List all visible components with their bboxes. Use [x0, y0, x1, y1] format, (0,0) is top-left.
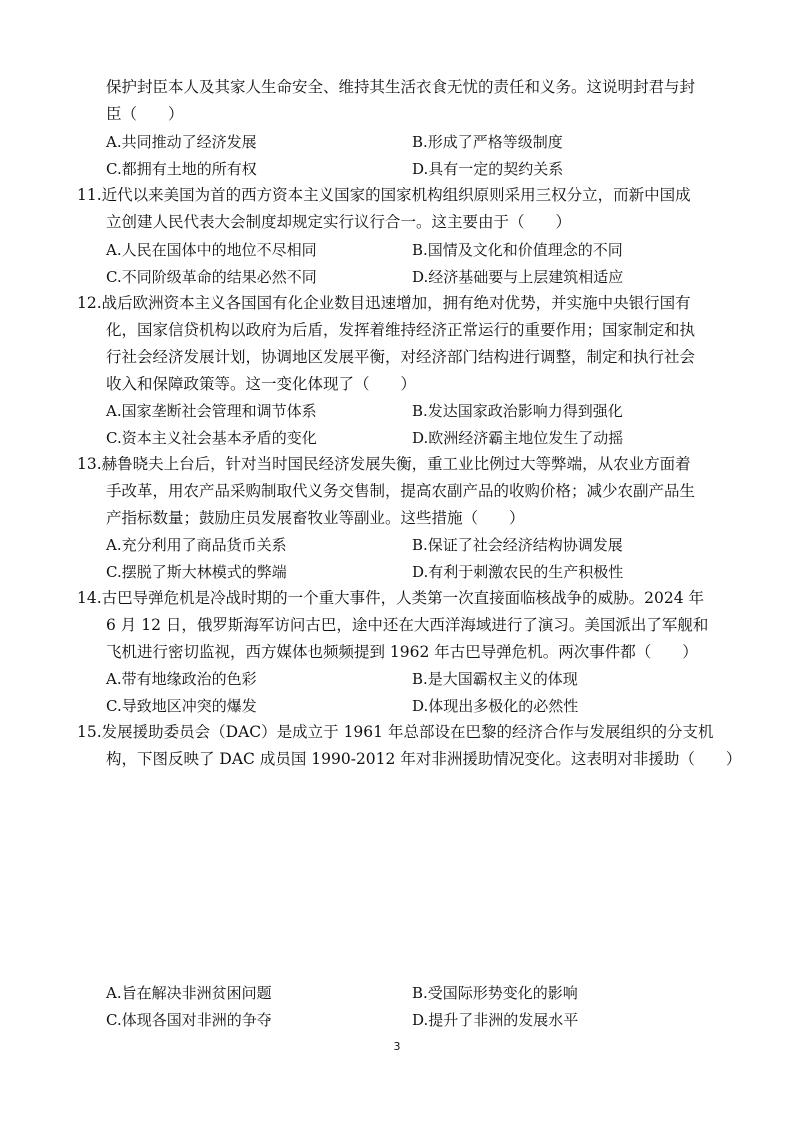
- q15-option-b[interactable]: B.受国际形势变化的影响: [412, 984, 578, 1002]
- q11-line-2: 立创建人民代表大会制度却规定实行议行合一。这主要由于（ ）: [106, 213, 572, 231]
- q11-text-1: 近代以来美国为首的西方资本主义国家的国家机构组织原则采用三权分立，而新中国成: [101, 186, 691, 204]
- q14-option-a[interactable]: A.带有地缘政治的色彩: [106, 670, 257, 688]
- q13-option-d[interactable]: D.有利于刺激农民的生产积极性: [412, 563, 624, 581]
- q10-option-d[interactable]: D.具有一定的契约关系: [412, 160, 564, 178]
- q15-options-row-1: [106, 982, 706, 1004]
- q11-options-row-1: [106, 239, 706, 261]
- q10-options-row-1: [106, 131, 706, 153]
- q14-option-d[interactable]: D.体现出多极化的必然性: [412, 697, 579, 715]
- q12-option-c[interactable]: C.资本主义社会基本矛盾的变化: [106, 429, 317, 447]
- q12-line-2: 化，国家信贷机构以政府为后盾，发挥着维持经济正常运行的重要作用；国家制定和执: [106, 321, 696, 339]
- q10-option-b[interactable]: B.形成了严格等级制度: [412, 133, 563, 151]
- q10-options-row-2: [106, 158, 706, 180]
- q10-option-a[interactable]: A.共同推动了经济发展: [106, 133, 257, 151]
- figure-blank-area: [106, 800, 706, 970]
- q15-line-1: [77, 721, 713, 743]
- q14-text-1: 古巴导弹危机是冷战时期的一个重大事件，人类第一次直接面临核战争的威胁。2024 年: [101, 589, 705, 607]
- q13-options-row-2: [106, 561, 706, 583]
- q12-options-row-1: [106, 400, 706, 422]
- q15-option-a[interactable]: A.旨在解决非洲贫困问题: [106, 984, 272, 1002]
- q13-line-2: 手改革，用农产品采购制取代义务交售制，提高农副产品的收购价格；减少农副产品生: [106, 482, 696, 500]
- q13-option-a[interactable]: A.充分利用了商品货币关系: [106, 536, 287, 554]
- q11-option-c[interactable]: C.不同阶级革命的结果必然不同: [106, 268, 317, 286]
- q14-options-row-2: [106, 695, 706, 717]
- q12-options-row-2: [106, 427, 706, 449]
- q10-option-c[interactable]: C.都拥有土地的所有权: [106, 160, 257, 178]
- q14-line-1: [77, 587, 704, 609]
- q15-line-2: 构，下图反映了 DAC 成员国 1990-2012 年对非洲援助情况变化。这表明对非援助（ ）: [106, 750, 742, 768]
- q14-line-3: 飞机进行密切监视，西方媒体也频频提到 1962 年古巴导弹危机。两次事件都（ ）: [106, 643, 698, 661]
- q13-option-c[interactable]: C.摆脱了斯大林模式的弊端: [106, 563, 287, 581]
- q13-number: 13.: [77, 455, 102, 473]
- q15-option-d[interactable]: D.提升了非洲的发展水平: [412, 1011, 579, 1029]
- q14-line-2: 6 月 12 日，俄罗斯海军访问古巴，途中还在大西洋海域进行了演习。美国派出了军舰和: [106, 616, 709, 634]
- q12-option-a[interactable]: A.国家垄断社会管理和调节体系: [106, 402, 317, 420]
- q11-option-a[interactable]: A.人民在国体中的地位不尽相同: [106, 241, 317, 259]
- q12-option-d[interactable]: D.欧洲经济霸主地位发生了动摇: [412, 429, 624, 447]
- q15-text-1: 发展援助委员会（DAC）是成立于 1961 年总部设在巴黎的经济合作与发展组织的分支机: [101, 723, 714, 741]
- q12-line-4: 收入和保障政策等。这一变化体现了（ ）: [106, 375, 417, 393]
- q12-line-3: 行社会经济发展计划，协调地区发展平衡，对经济部门结构进行调整，制定和执行社会: [106, 348, 696, 366]
- q11-option-b[interactable]: B.国情及文化和价值理念的不同: [412, 241, 623, 259]
- q14-option-c[interactable]: C.导致地区冲突的爆发: [106, 697, 257, 715]
- q10-line-1: 保护封臣本人及其家人生命安全、维持其生活衣食无忧的责任和义务。这说明封君与封: [106, 78, 696, 96]
- q14-number: 14.: [77, 589, 102, 607]
- q12-option-b[interactable]: B.发达国家政治影响力得到强化: [412, 402, 623, 420]
- q15-option-c[interactable]: C.体现各国对非洲的争夺: [106, 1011, 272, 1029]
- q11-line-1: [77, 184, 691, 206]
- q13-options-row-1: [106, 534, 706, 556]
- q13-option-b[interactable]: B.保证了社会经济结构协调发展: [412, 536, 623, 554]
- q13-text-1: 赫鲁晓夫上台后，针对当时国民经济发展失衡，重工业比例过大等弊端，从农业方面着: [101, 455, 691, 473]
- q12-text-1: 战后欧洲资本主义各国国有化企业数目迅速增加，拥有绝对优势，并实施中央银行国有: [101, 294, 691, 312]
- q15-number: 15.: [77, 723, 102, 741]
- q15-options-row-2: [106, 1009, 706, 1031]
- q11-number: 11.: [77, 186, 102, 204]
- q12-number: 12.: [77, 294, 102, 312]
- q11-option-d[interactable]: D.经济基础要与上层建筑相适应: [412, 268, 624, 286]
- q13-line-3: 产指标数量；鼓励庄员发展畜牧业等副业。这些措施（ ）: [106, 509, 525, 527]
- q13-line-1: [77, 453, 691, 475]
- q12-line-1: [77, 292, 691, 314]
- q10-line-2: 臣（ ）: [106, 105, 184, 123]
- page-number: 3: [393, 1040, 401, 1053]
- q11-options-row-2: [106, 266, 706, 288]
- q14-options-row-1: [106, 668, 706, 690]
- q14-option-b[interactable]: B.是大国霸权主义的体现: [412, 670, 578, 688]
